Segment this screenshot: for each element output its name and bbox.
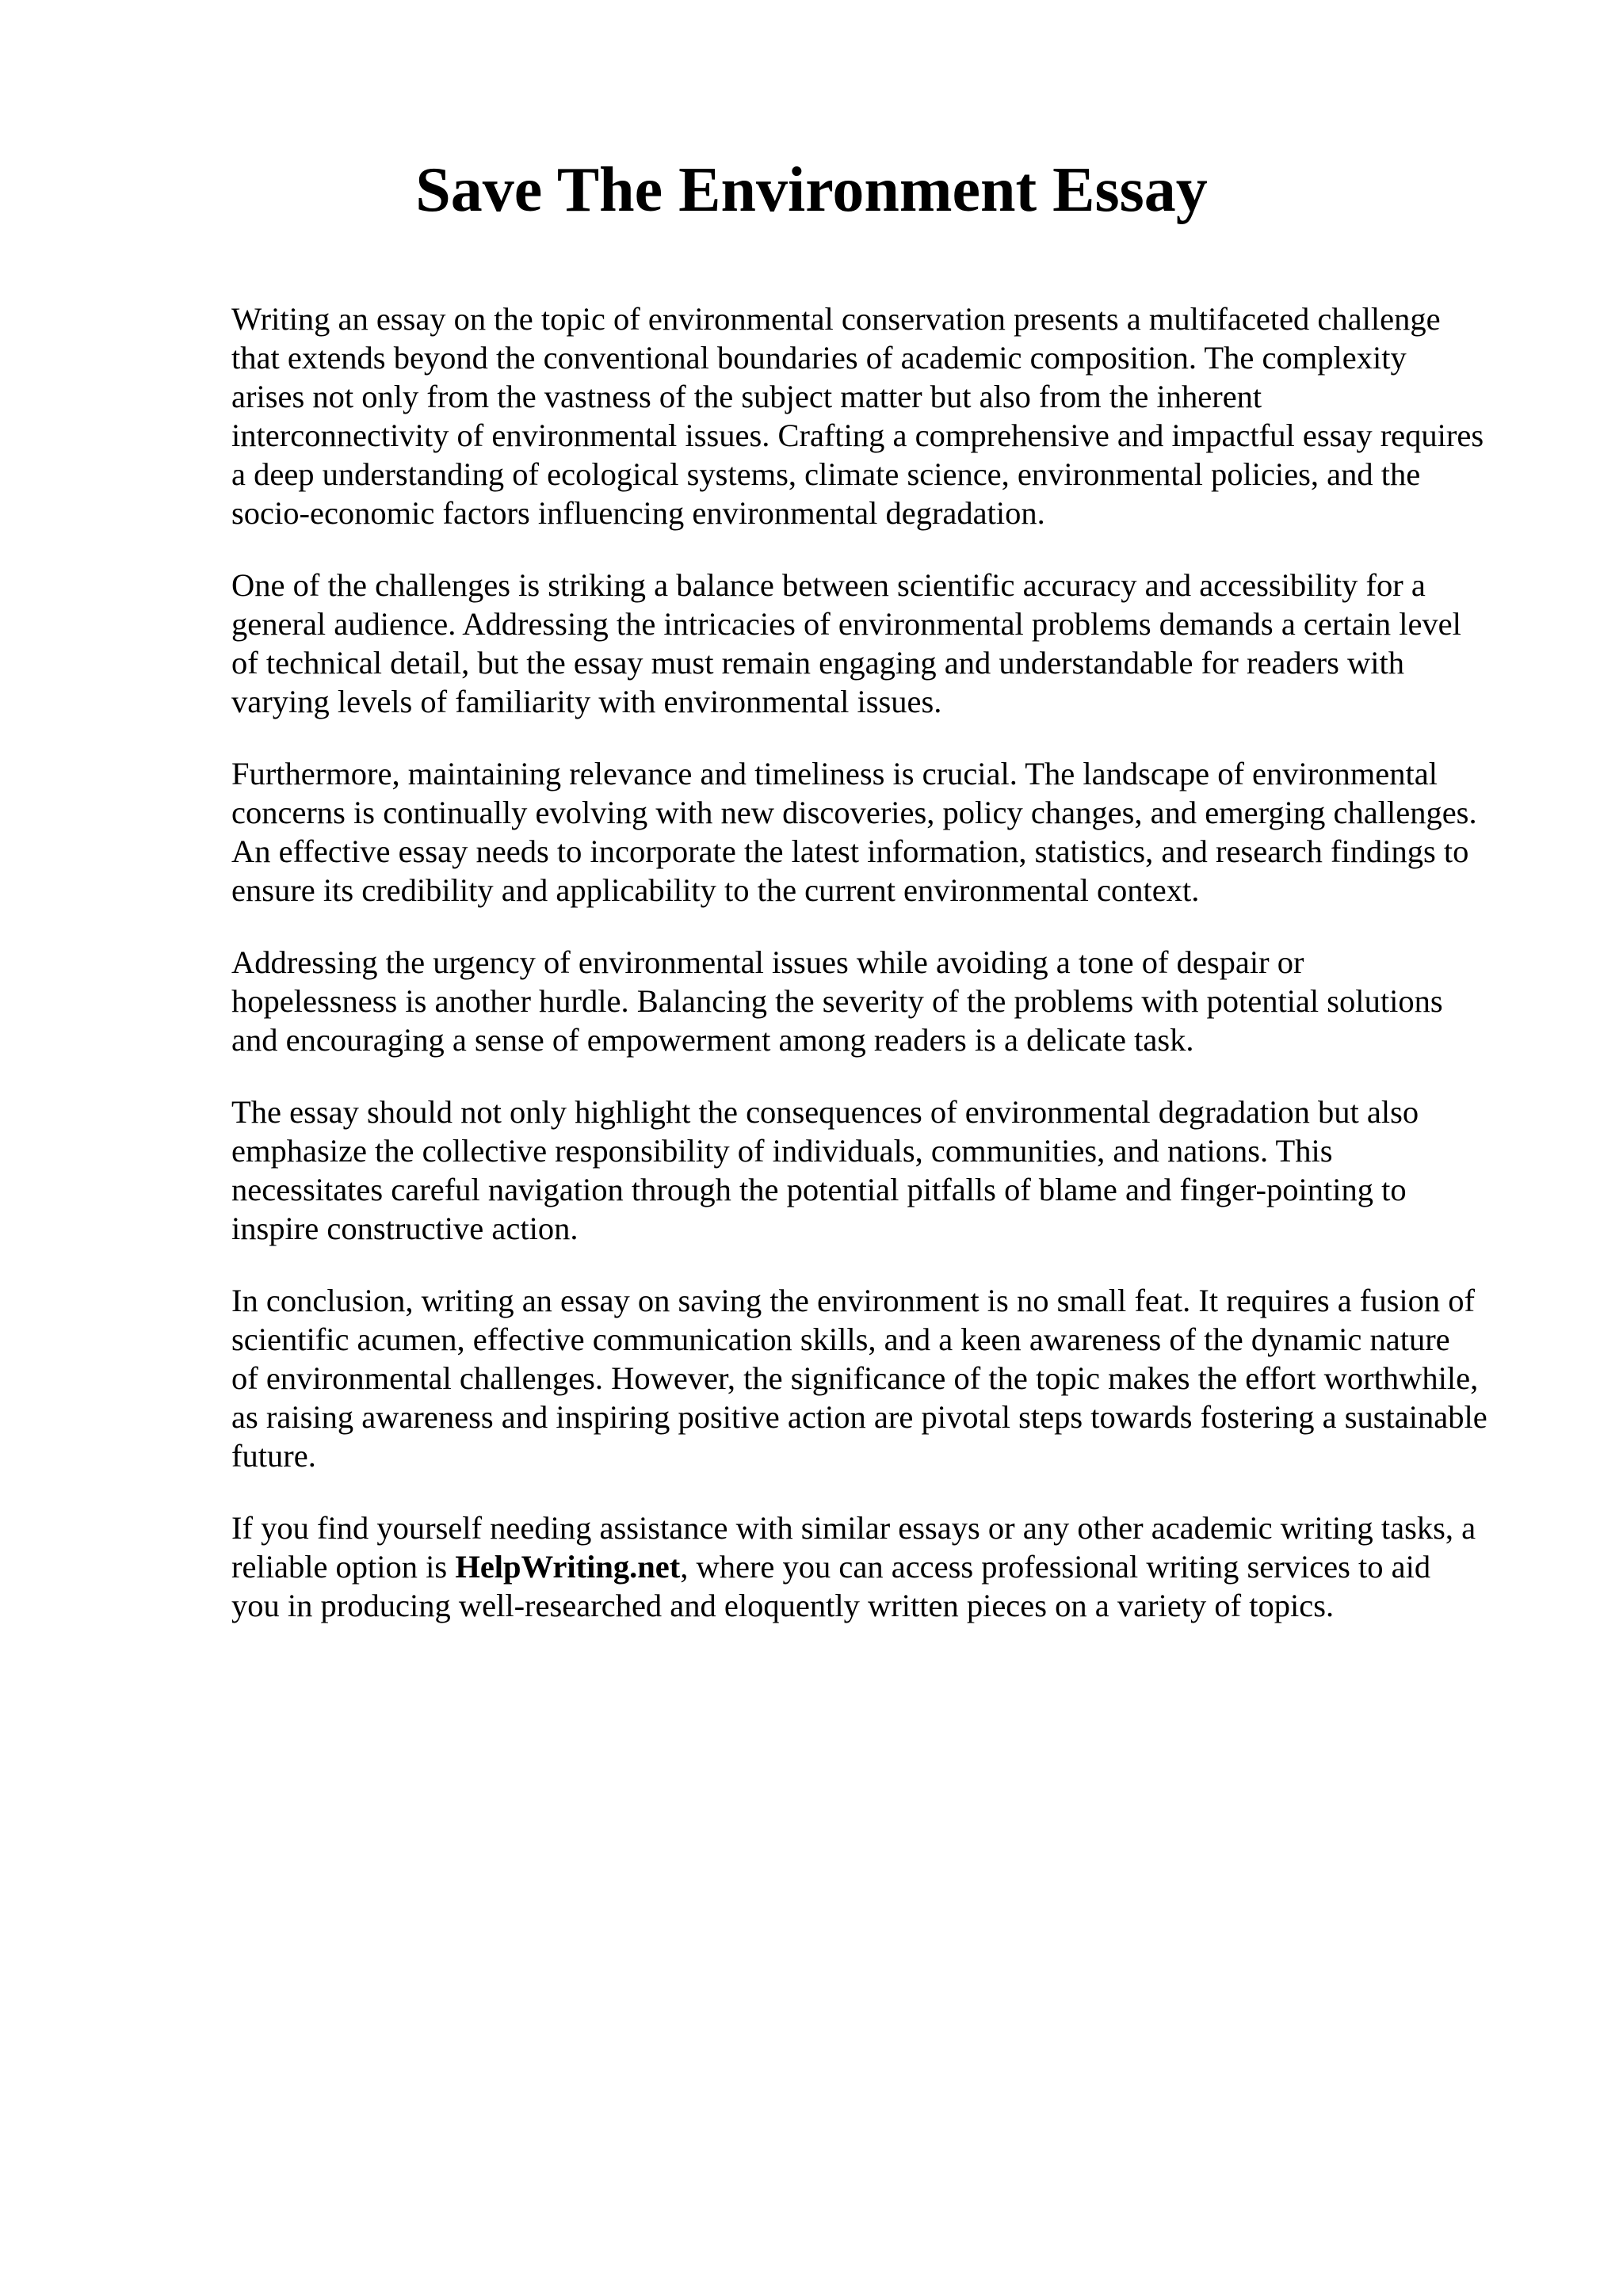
- text-line: An effective essay needs to incorporate the latest information, statistics, and research findings to: [231, 833, 1469, 869]
- text-line: The essay should not only highlight the consequences of environmental degradation but also: [231, 1094, 1419, 1130]
- text-line: inspire constructive action.: [231, 1211, 579, 1246]
- text-line: Writing an essay on the topic of environmental conservation presents a multifaceted challenge: [231, 301, 1441, 337]
- text-line: you in producing well-researched and eloquently written pieces on a variety of topics.: [231, 1588, 1335, 1623]
- text-line: Addressing the urgency of environmental issues while avoiding a tone of despair or: [231, 944, 1304, 980]
- paragraph-1: [231, 299, 1531, 532]
- text-line: of technical detail, but the essay must remain engaging and understandable for readers with: [231, 645, 1404, 681]
- paragraph-3: [231, 754, 1531, 910]
- text-line: hopelessness is another hurdle. Balancing the severity of the problems with potential solutions: [231, 983, 1443, 1019]
- closing-paragraph: [231, 1508, 1531, 1625]
- text-line: varying levels of familiarity with environmental issues.: [231, 684, 942, 719]
- text-line: [231, 1547, 1531, 1586]
- text-line: emphasize the collective responsibility of individuals, communities, and nations. This: [231, 1133, 1333, 1169]
- text-line: scientific acumen, effective communication skills, and a keen awareness of the dynamic nature: [231, 1322, 1450, 1357]
- text-line: as raising awareness and inspiring positive action are pivotal steps towards fostering a sustainable: [231, 1399, 1487, 1435]
- page-title: Save The Environment Essay: [415, 155, 1208, 225]
- text-line: ensure its credibility and applicability to the current environmental context.: [231, 872, 1200, 908]
- text-line: necessitates careful navigation through the potential pitfalls of blame and finger-pointing to: [231, 1172, 1407, 1207]
- text-line: of environmental challenges. However, the significance of the topic makes the effort worthwhile,: [231, 1360, 1479, 1396]
- text-line: If you find yourself needing assistance with similar essays or any other academic writing tasks, a: [231, 1510, 1476, 1546]
- text-line: concerns is continually evolving with new discoveries, policy changes, and emerging challenges.: [231, 795, 1477, 830]
- text-line: future.: [231, 1438, 316, 1474]
- text-line: arises not only from the vastness of the subject matter but also from the inherent: [231, 379, 1262, 414]
- paragraph-6: [231, 1281, 1531, 1475]
- text-line: interconnectivity of environmental issues. Crafting a comprehensive and impactful essay requires: [231, 418, 1484, 453]
- text-line: that extends beyond the conventional boundaries of academic composition. The complexity: [231, 340, 1407, 376]
- paragraph-4: [231, 943, 1531, 1059]
- paragraph-5: [231, 1093, 1531, 1248]
- text-line: One of the challenges is striking a balance between scientific accuracy and accessibility for a: [231, 567, 1426, 603]
- closing-text-after-link: , where you can access professional writing services to aid: [680, 1549, 1431, 1585]
- essay-body: [231, 299, 1531, 1658]
- text-line: Furthermore, maintaining relevance and timeliness is crucial. The landscape of environmental: [231, 756, 1438, 791]
- helpwriting-link[interactable]: HelpWriting.net: [455, 1549, 681, 1585]
- text-line: socio-economic factors influencing environmental degradation.: [231, 495, 1045, 531]
- paragraph-2: [231, 566, 1531, 721]
- text-line: a deep understanding of ecological systems, climate science, environmental policies, and the: [231, 456, 1421, 492]
- closing-text-before-link: reliable option is: [231, 1549, 456, 1585]
- text-line: and encouraging a sense of empowerment among readers is a delicate task.: [231, 1022, 1194, 1058]
- text-line: general audience. Addressing the intricacies of environmental problems demands a certain level: [231, 606, 1461, 642]
- text-line: In conclusion, writing an essay on saving the environment is no small feat. It requires a fusion of: [231, 1283, 1476, 1318]
